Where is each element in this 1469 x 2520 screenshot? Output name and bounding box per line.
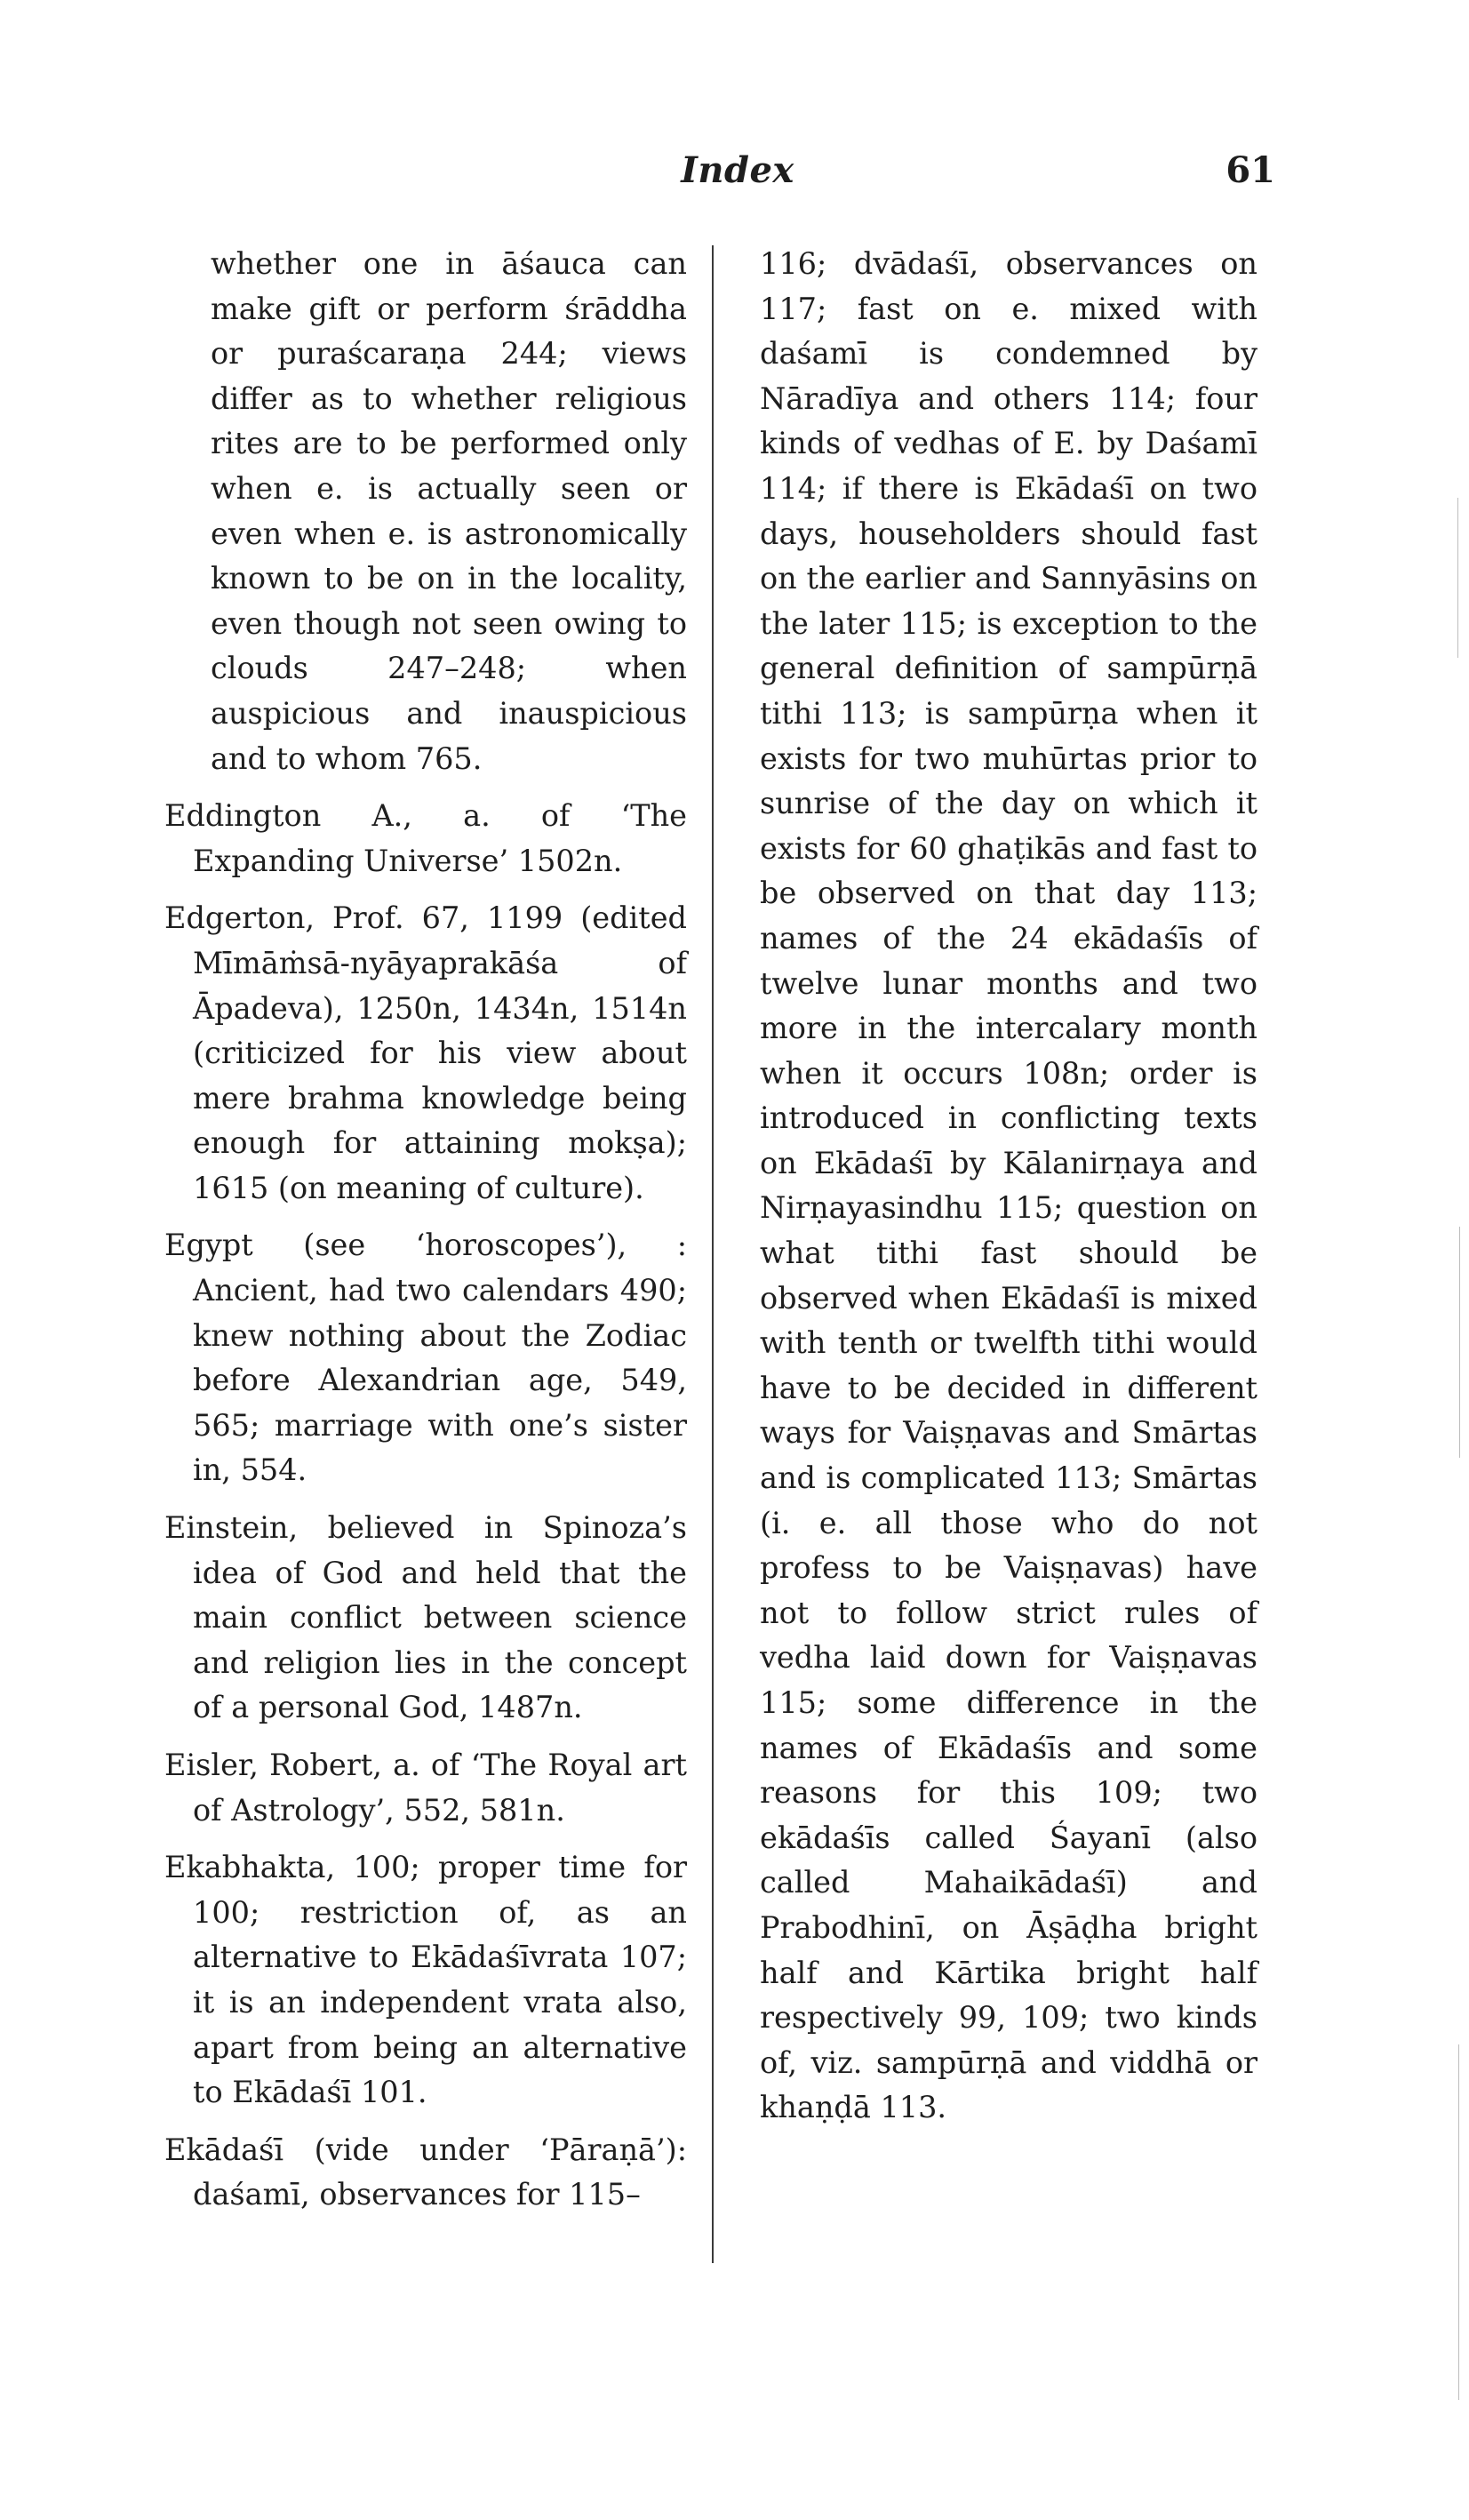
index-entry-egypt: Egypt (see ‘horoscopes’), : Ancient, had two calendars 490; knew nothing about the Zodiac before Alexandrian age, 549, 565; marriage with one’s sister in, 554. bbox=[164, 1228, 687, 1488]
index-entry-eddington: Eddington A., a. of ‘The Expanding Universe’ 1502n. bbox=[164, 798, 687, 878]
page-number: 61 bbox=[1225, 149, 1275, 191]
right-column bbox=[760, 242, 1257, 2143]
index-entry-edgerton: Edgerton, Prof. 67, 1199 (edited Mīmāṁsā-nyāyaprakāśa of Āpadeva), 1250n, 1434n, 1514n (criticized for his view about mere brahma knowledge being enough for attaining mokṣa); 1615 (on meaning of culture). bbox=[164, 900, 687, 1205]
index-entry-einstein: Einstein, believed in Spinoza’s idea of God and held that the main conflict between science and religion lies in the concept of a personal God, 1487n. bbox=[164, 1510, 687, 1725]
index-entry-ekadasi-continuation: 116; dvādaśī, observances on 117; fast on e. mixed with daśamī is condemned by Nāradīya and others 114; four kinds of vedhas of E. by Daśamī 114; if there is Ekādaśī on two days, householders should fast on the earlier and Sannyāsins on the later 115; is exception to the general definition of sampūrṇā tithi 113; is sampūrṇa when it exists for two muhūrtas prior to sunrise of the day on which it exists for 60 ghaṭikās and fast to be observed on that day 113; names of the 24 ekādaśīs of twelve lunar months and two more in the intercalary month when it occurs 108n; order is introduced in conflicting texts on Ekādaśī by Kālanirṇaya and Nirṇayasindhu 115; question on what tithi fast should be observed when Ekādaśī is mixed with tenth or twelfth tithi would have to be decided in different ways for Vaiṣṇavas and Smārtas and is complicated 113; Smārtas (i. e. all those who do not profess to be Vaiṣṇavas) have not to follow strict rules of vedha laid down for Vaiṣṇavas 115; some difference in the names of Ekādaśīs and some reasons for this 109; two ekādaśīs called Śayanī (also called Mahaikādaśī) and Prabodhinī, on Āṣāḍha bright half and Kārtika bright half respectively 99, 109; two kinds of, viz. sampūrṇā and viddhā or khaṇḍā 113. bbox=[760, 246, 1257, 2125]
running-title: Index bbox=[681, 149, 794, 191]
left-column bbox=[164, 242, 687, 2230]
index-entry-continuation: whether one in āśauca can make gift or perform śrāddha or puraścaraṇa 244; views differ as to whether religious rites are to be performed only when e. is actually seen or even when e. is astronomically known to be on in the locality, even though not seen owing to clouds 247–248; when auspicious and inauspicious and to whom 765. bbox=[211, 246, 687, 776]
scan-edge-mark bbox=[1458, 2044, 1459, 2400]
scan-edge-mark bbox=[1457, 498, 1458, 658]
scan-edge-mark bbox=[1459, 1227, 1460, 1458]
index-entry-eisler: Eisler, Robert, a. of ‘The Royal art of Astrology’, 552, 581n. bbox=[164, 1748, 687, 1828]
index-entry-ekabhakta: Ekabhakta, 100; proper time for 100; restriction of, as an alternative to Ekādaśīvrata 107; it is an independent vrata also, apart from being an alternative to Ekādaśī 101. bbox=[164, 1850, 687, 2110]
index-entry-ekadasi: Ekādaśī (vide under ‘Pāraṇā’): daśamī, observances for 115– bbox=[164, 2132, 687, 2212]
column-divider bbox=[712, 245, 714, 2263]
